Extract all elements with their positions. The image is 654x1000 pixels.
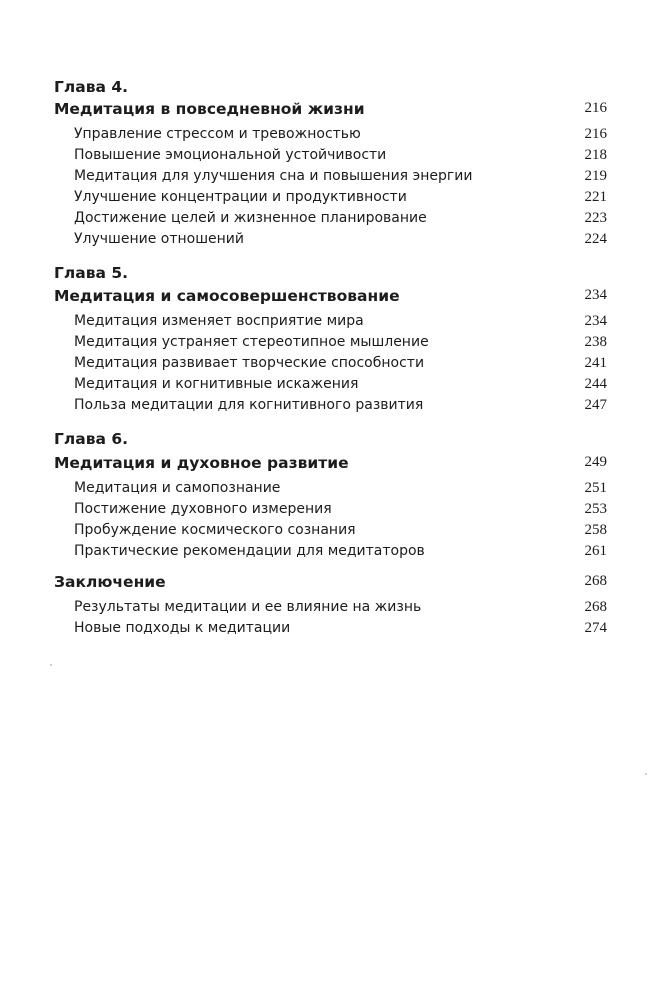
chapter-label: Глава 4.	[54, 78, 129, 96]
entry-title: Результаты медитации и ее влияние на жизнь	[74, 599, 422, 615]
scan-speck	[645, 773, 647, 775]
page-number: 268	[584, 573, 607, 589]
chapter-label: Глава 5.	[54, 264, 129, 282]
page-number: 261	[584, 543, 607, 559]
entry-title: Медитация и самопознание	[74, 480, 281, 496]
page-number: 221	[584, 189, 607, 205]
page-number: 234	[584, 287, 607, 303]
entry-title: Медитация для улучшения сна и повышения энергии	[74, 168, 473, 184]
page-number: 238	[584, 334, 607, 350]
entry-title: Польза медитации для когнитивного развития	[74, 397, 424, 413]
section-title: Медитация и самосовершенствование	[54, 287, 400, 305]
page-number: 253	[584, 501, 607, 517]
entry-title: Достижение целей и жизненное планирование	[74, 210, 427, 226]
page-number: 268	[584, 599, 607, 615]
page-number: 218	[584, 147, 607, 163]
scan-speck	[50, 664, 52, 666]
page-number: 219	[584, 168, 607, 184]
entry-title: Пробуждение космического сознания	[74, 522, 356, 538]
page-number: 258	[584, 522, 607, 538]
entry-title: Практические рекомендации для медитаторов	[74, 543, 425, 559]
entry-title: Медитация устраняет стереотипное мышление	[74, 334, 429, 350]
entry-title: Повышение эмоциональной устойчивости	[74, 147, 387, 163]
page-number: 216	[584, 100, 607, 116]
entry-title: Медитация развивает творческие способности	[74, 355, 425, 371]
chapter-label: Глава 6.	[54, 430, 129, 448]
entry-title: Медитация изменяет восприятие мира	[74, 313, 364, 329]
entry-title: Управление стрессом и тревожностью	[74, 126, 361, 142]
entry-title: Улучшение концентрации и продуктивности	[74, 189, 407, 205]
page-number: 247	[584, 397, 607, 413]
page-number: 216	[584, 126, 607, 142]
page-number: 224	[584, 231, 607, 247]
entry-title: Улучшение отношений	[74, 231, 244, 247]
page-number: 251	[584, 480, 607, 496]
entry-title: Постижение духовного измерения	[74, 501, 332, 517]
page-number: 241	[584, 355, 607, 371]
page-number: 234	[584, 313, 607, 329]
entry-title: Медитация и когнитивные искажения	[74, 376, 359, 392]
page-number: 244	[584, 376, 607, 392]
section-title: Медитация в повседневной жизни	[54, 100, 365, 118]
page-number: 223	[584, 210, 607, 226]
entry-title: Новые подходы к медитации	[74, 620, 291, 636]
section-title: Заключение	[54, 573, 166, 591]
page-number: 249	[584, 454, 607, 470]
page-number: 274	[584, 620, 607, 636]
section-title: Медитация и духовное развитие	[54, 454, 349, 472]
